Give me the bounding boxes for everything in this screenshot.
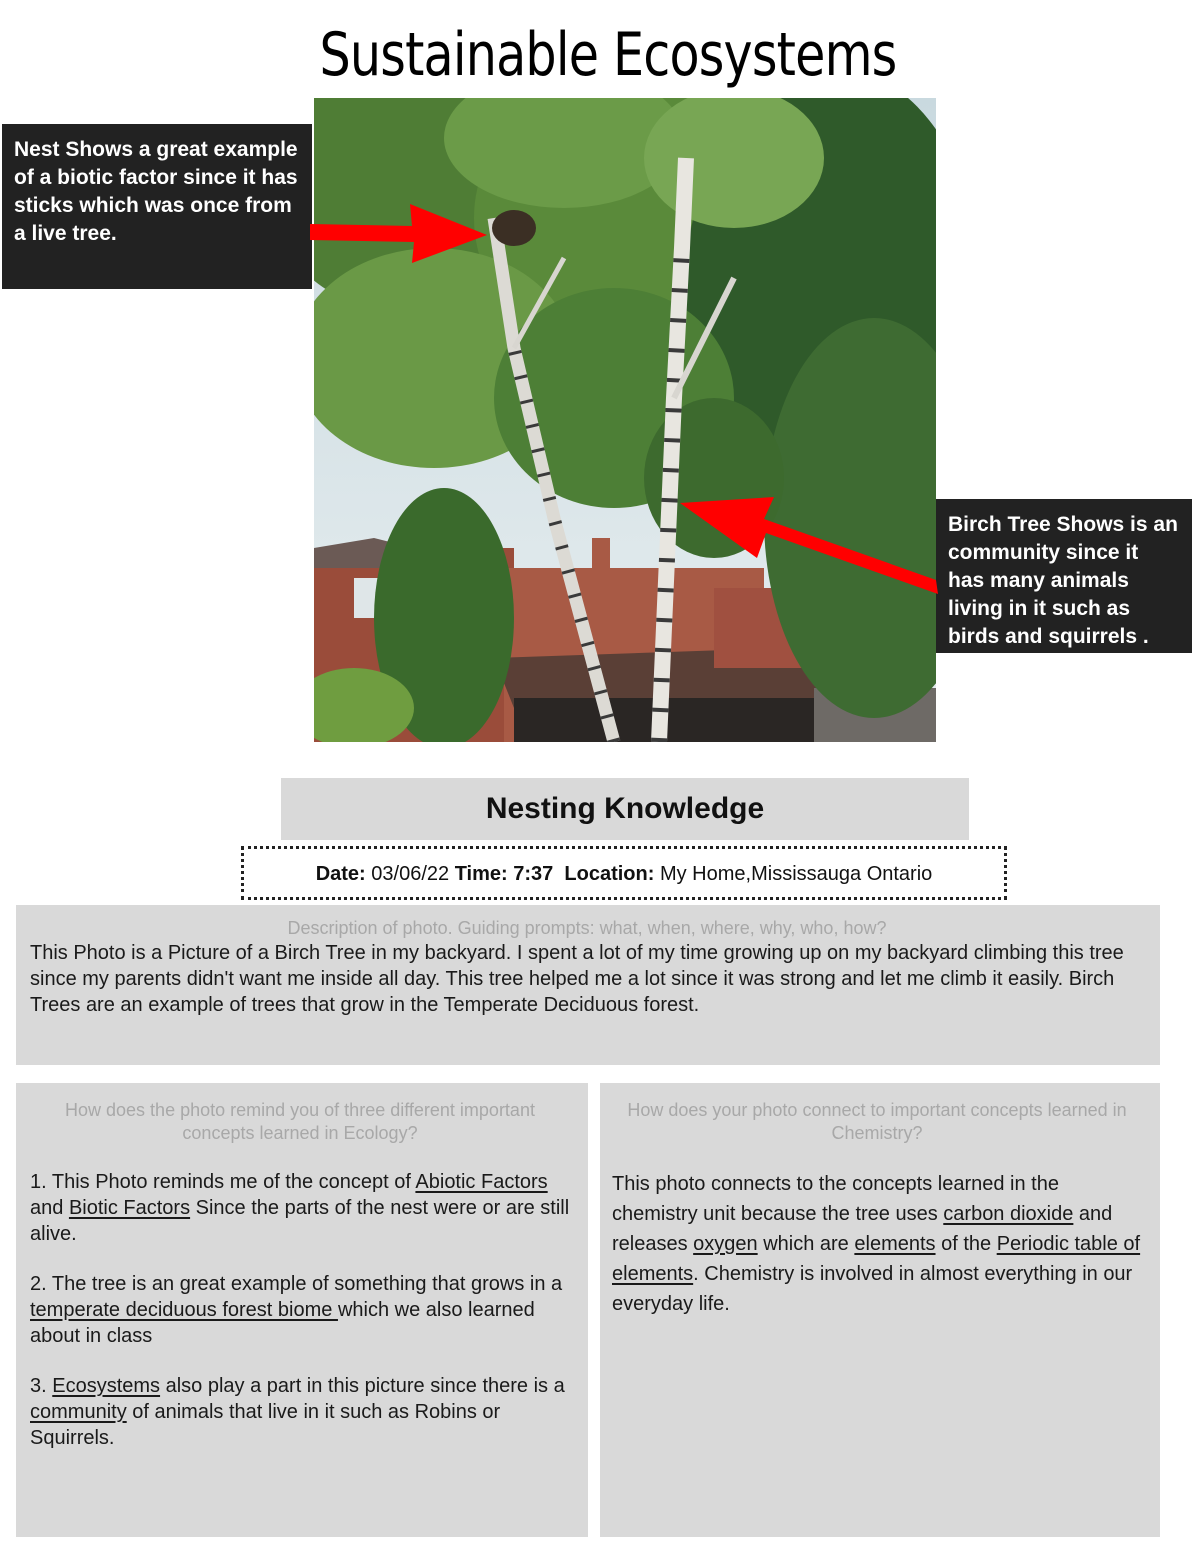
ecology-text: 2. The tree is an great example of something that grows in a bbox=[30, 1273, 563, 1295]
periodic-table-link: Periodic table of elements bbox=[612, 1233, 1141, 1285]
nest-annotation: Nest Shows a great example of a biotic factor since it has sticks which was once from a live tree. bbox=[2, 124, 312, 289]
ecology-text: also play a part in this picture since there is a bbox=[160, 1375, 565, 1397]
ecology-text: and bbox=[30, 1197, 69, 1219]
biome-link: temperate deciduous forest biome bbox=[30, 1299, 338, 1321]
photo-metadata bbox=[241, 846, 1007, 900]
oxygen-link: oxygen bbox=[693, 1233, 758, 1255]
ecology-point-2 bbox=[30, 1271, 570, 1349]
ecology-text: Since the parts of the nest were or are still alive. bbox=[30, 1197, 570, 1245]
date-label: Date: bbox=[315, 863, 366, 885]
location-value: My Home,Mississauga Ontario bbox=[659, 863, 933, 885]
date-value: 03/06/22 bbox=[371, 863, 450, 885]
chemistry-text-part: . Chemistry is involved in almost everything in our everyday life. bbox=[612, 1263, 1133, 1315]
page-title: Sustainable Ecosystems bbox=[319, 20, 897, 90]
elements-link: elements bbox=[854, 1233, 936, 1255]
ecology-point-3 bbox=[30, 1373, 570, 1451]
chemistry-text-part: of the bbox=[935, 1233, 997, 1255]
community-link: community bbox=[30, 1401, 127, 1423]
time-label: Time: bbox=[454, 863, 508, 885]
section-title: Nesting Knowledge bbox=[281, 778, 969, 840]
abiotic-factors-link: Abiotic Factors bbox=[415, 1171, 548, 1193]
birch-tree-photo bbox=[314, 98, 936, 742]
chemistry-text bbox=[612, 1169, 1142, 1319]
ecology-text: of animals that live in it such as Robins or Squirrels. bbox=[30, 1401, 501, 1449]
birch-annotation: Birch Tree Shows is an community since it has many animals living in it such as birds and squirrels . bbox=[936, 499, 1192, 653]
ecology-text: 1. This Photo reminds me of the concept of bbox=[30, 1171, 416, 1193]
ecosystems-link: Ecosystems bbox=[52, 1375, 161, 1397]
ecology-point-1 bbox=[30, 1169, 570, 1247]
description-prompt: Description of photo. Guiding prompts: what, when, where, why, who, how? bbox=[287, 918, 887, 938]
biotic-factors-link: Biotic Factors bbox=[68, 1197, 191, 1219]
chemistry-prompt: How does your photo connect to important concepts learned in Chemistry? bbox=[627, 1100, 1127, 1143]
description-text: This Photo is a Picture of a Birch Tree in my backyard. I spent a lot of my time growing up on my backyard climbing this tree since my parents didn't want me inside all day. This tree helped me a lot since it was strong and let me climb it easily. Birch Trees are an example of trees that grow in the Temperate Deciduous forest. bbox=[30, 942, 1124, 1016]
chemistry-box bbox=[600, 1083, 1160, 1537]
ecology-prompt: How does the photo remind you of three different important concepts learned in Ecology? bbox=[65, 1100, 535, 1143]
ecology-text: which we also learned about in class bbox=[30, 1299, 535, 1347]
location-label: Location: bbox=[564, 863, 655, 885]
chemistry-text-part: This photo connects to the concepts learned in the chemistry unit because the tree uses bbox=[612, 1173, 1059, 1225]
chemistry-text-part: and releases bbox=[612, 1203, 1113, 1255]
description-box bbox=[16, 905, 1160, 1065]
ecology-text: 3. bbox=[30, 1375, 53, 1397]
carbon-dioxide-link: carbon dioxide bbox=[943, 1203, 1074, 1225]
time-value: 7:37 bbox=[513, 863, 554, 885]
chemistry-text-part: which are bbox=[757, 1233, 855, 1255]
ecology-box bbox=[16, 1083, 588, 1537]
